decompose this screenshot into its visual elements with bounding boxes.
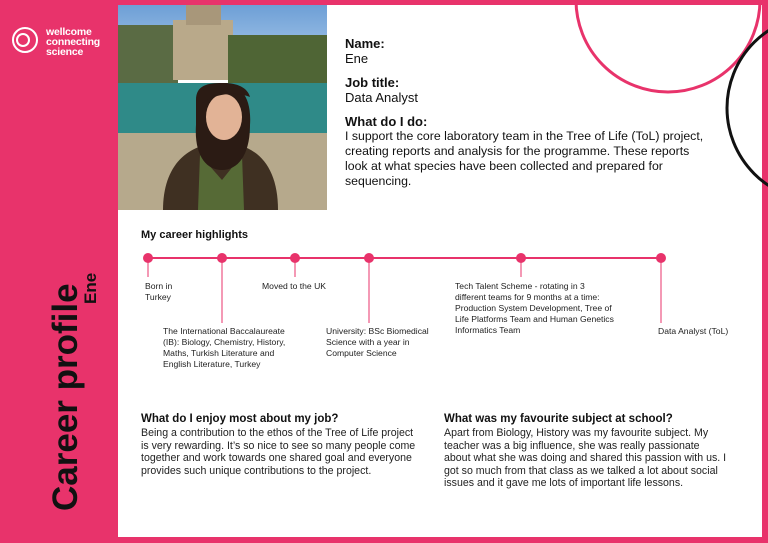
job-title-label: Job title: [345, 75, 400, 90]
what-do-i-do-label: What do I do: [345, 114, 428, 129]
subject-title: What was my favourite subject at school? [444, 413, 673, 425]
timeline-dot-6 [656, 253, 666, 263]
enjoy-title: What do I enjoy most about my job? [141, 413, 339, 425]
timeline-dot-4 [364, 253, 374, 263]
timeline-dot-5 [516, 253, 526, 263]
timeline-dot-2 [217, 253, 227, 263]
logo-line-2: connecting [46, 36, 101, 48]
job-title-value: Data Analyst [345, 90, 418, 105]
highlight-moved-uk: Moved to the UK [262, 281, 327, 291]
career-profile-title: Career profile [46, 283, 85, 511]
highlight-university: University: BSc Biomedical Science with a year in Computer Science [326, 326, 429, 358]
enjoy-text: Being a contribution to the ethos of the Tree of Life project is very rewarding. It’s so nice to see so many people come together and work towards one shared goal and everyone provides such unique contributions to the project. [141, 427, 416, 477]
name-value: Ene [345, 51, 369, 66]
highlight-born: Born in Turkey [145, 281, 173, 302]
logo-line-3: science [46, 46, 84, 58]
timeline-dot-1 [143, 253, 153, 263]
subject-text: Apart from Biology, History was my favourite subject. My teacher was a big influence, she was really passionate about what she was doing and shared this passion with us. I got so much from that class as we talked a lot about social issues and it gave me lots of important life lessons. [444, 427, 727, 490]
what-do-i-do-text: I support the core laboratory team in the Tree of Life (ToL) project, creating reports and analysis for the programme. These reports look at what species have been collected and prepared for sequencing. [345, 129, 704, 188]
logo-line-1: wellcome [46, 26, 92, 38]
highlight-data-analyst: Data Analyst (ToL) [658, 326, 729, 336]
profile-name-vertical: Ene [81, 272, 100, 304]
highlight-tech-talent: Tech Talent Scheme - rotating in 3 different teams for 9 months at a time: Production System Development, Tree of Life Platforms Team and Human Genetics Informatics Team [455, 281, 614, 335]
highlight-ib: The International Baccalaureate (IB): Biology, Chemistry, History, Maths, Turkish Literature and English Literature, Turkey [163, 326, 286, 369]
career-highlights-title: My career highlights [141, 229, 248, 241]
name-label: Name: [345, 36, 385, 51]
timeline-dot-3 [290, 253, 300, 263]
